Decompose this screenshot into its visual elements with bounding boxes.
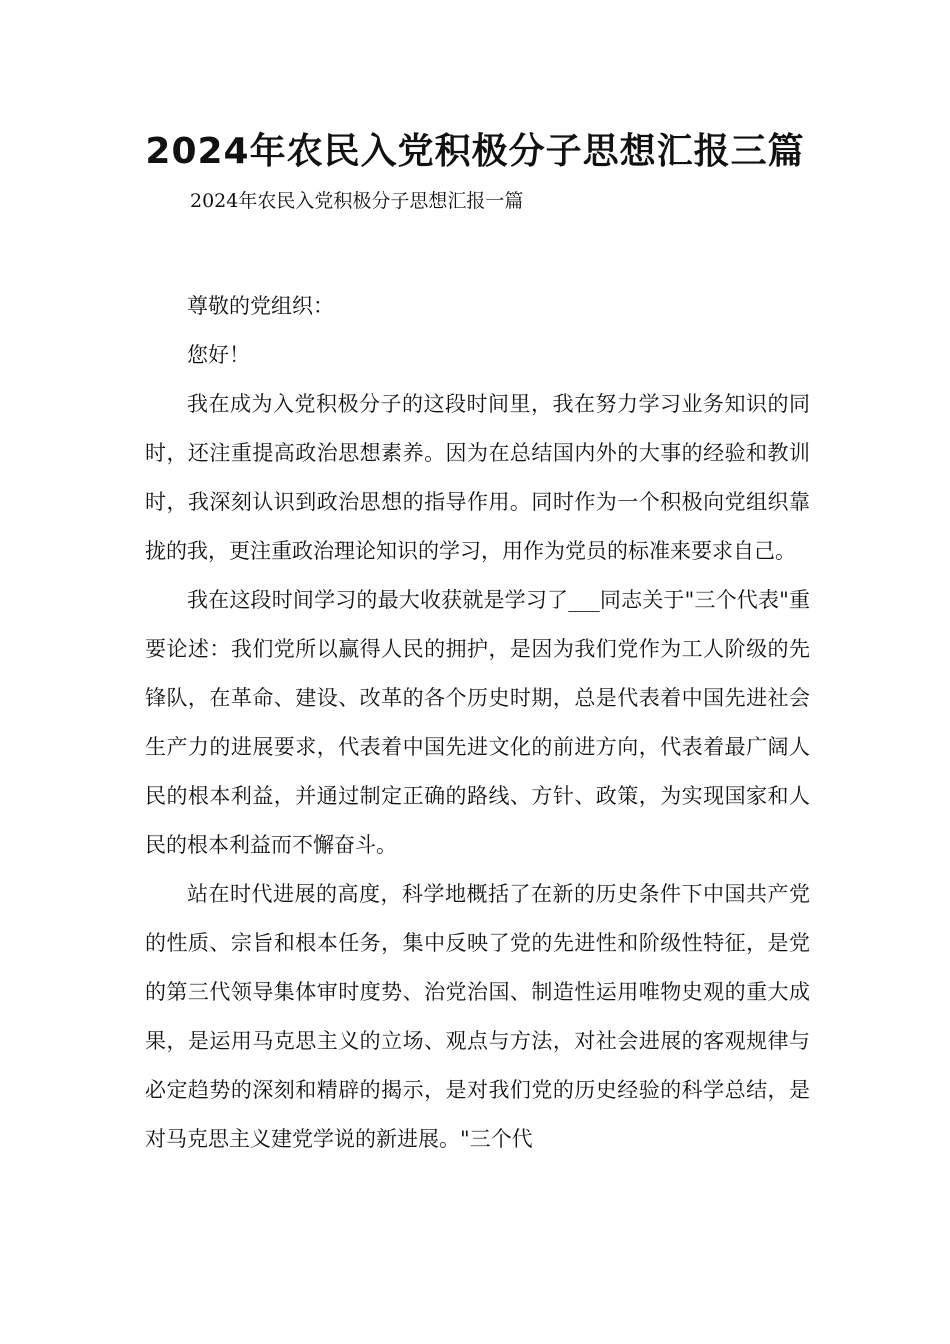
document-title: 2024年农民入党积极分子思想汇报三篇 [145,131,805,172]
greeting: 您好！ [187,343,250,367]
salutation: 尊敬的党组织： [187,294,334,318]
document-body [145,282,810,1164]
paragraph-2: 我在这段时间学习的最大收获就是学习了___同志关于"三个代表"重要论述：我们党所以赢得人民的拥护，是因为我们党作为工人阶级的先锋队，在革命、建设、改革的各个历史时期，总是代表着中国先进社会生产力的进展要求，代表着中国先进文化的前进方向，代表着最广阔人民的根本利益，并通过制定正确的路线、方针、政策，为实现国家和人民的根本利益而不懈奋斗。 [145,588,810,857]
paragraph-3: 站在时代进展的高度，科学地概括了在新的历史条件下中国共产党的性质、宗旨和根本任务，集中反映了党的先进性和阶级性特征，是党的第三代领导集体审时度势、治党治国、制造性运用唯物史观的重大成果，是运用马克思主义的立场、观点与方法，对社会进展的客观规律与必定趋势的深刻和精辟的揭示，是对我们党的历史经验的科学总结，是对马克思主义建党学说的新进展。"三个代 [145,882,810,1151]
document-subtitle: 2024年农民入党积极分子思想汇报一篇 [190,190,524,212]
paragraph-1: 我在成为入党积极分子的这段时间里，我在努力学习业务知识的同时，还注重提高政治思想素养。因为在总结国内外的大事的经验和教训时，我深刻认识到政治思想的指导作用。同时作为一个积极向党组织靠拢的我，更注重政治理论知识的学习，用作为党员的标准来要求自己。 [145,392,810,563]
